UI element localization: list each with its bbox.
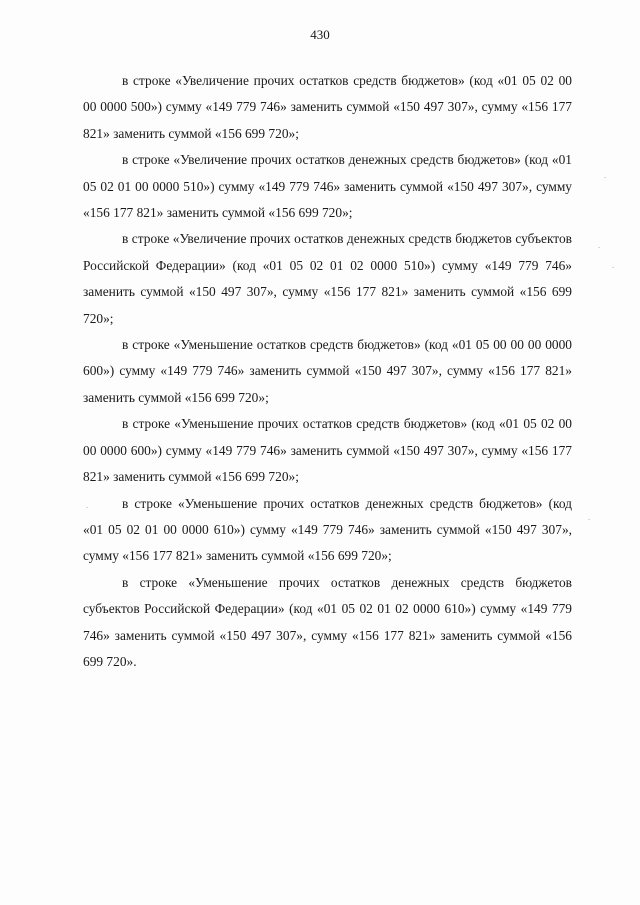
amendment-paragraph-6: в строке «Уменьшение прочих остатков денежных средств бюджетов» (код «01 05 02 01 00 0000 610») сумму «149 779 746» заменить суммой «150 497 307», сумму «156 177 821» заменить суммой «156 699 720»; [83, 495, 572, 564]
amendment-paragraph-1: в строке «Увеличение прочих остатков средств бюджетов» (код «01 05 02 00 00 0000 500») сумму «149 779 746» заменить суммой «150 497 307», сумму «156 177 821» заменить суммой «156 699 720»; [83, 73, 572, 141]
amendment-paragraph-5: в строке «Уменьшение прочих остатков средств бюджетов» (код «01 05 02 00 00 0000 600») сумму «149 779 746» заменить суммой «150 497 307», сумму «156 177 821» заменить суммой «156 699 720»; [83, 416, 572, 485]
scan-speck: . [598, 240, 601, 250]
scan-speck: . [86, 500, 89, 510]
amendment-paragraph-2: в строке «Увеличение прочих остатков денежных средств бюджетов» (код «01 05 02 01 00 0000 510») сумму «149 779 746» заменить суммой «150 497 307», сумму «156 177 821» заменить суммой «156 699 720»; [83, 152, 572, 221]
scan-speck: . [588, 512, 591, 522]
scan-speck: . [612, 260, 615, 270]
page-number: 430 [310, 27, 330, 42]
amendment-paragraph-3: в строке «Увеличение прочих остатков денежных средств бюджетов субъектов Российской Федерации» (код «01 05 02 01 02 0000 510») сумму «149 779 746» заменить суммой «150 497 307», сумму «156 177 821» заменить суммой «156 699 720»; [83, 231, 572, 326]
amendment-paragraph-4: в строке «Уменьшение остатков средств бюджетов» (код «01 05 00 00 00 0000 600») сумму «149 779 746» заменить суммой «150 497 307», сумму «156 177 821» заменить суммой «156 699 720»; [83, 337, 572, 405]
document-body [83, 68, 572, 675]
amendment-paragraph-7: в строке «Уменьшение прочих остатков денежных средств бюджетов субъектов Российской Федерации» (код «01 05 02 01 02 0000 610») сумму «149 779 746» заменить суммой «150 497 307», сумму «156 177 821» заменить суммой «156 699 720». [83, 574, 572, 669]
scan-speck: . [604, 170, 607, 180]
